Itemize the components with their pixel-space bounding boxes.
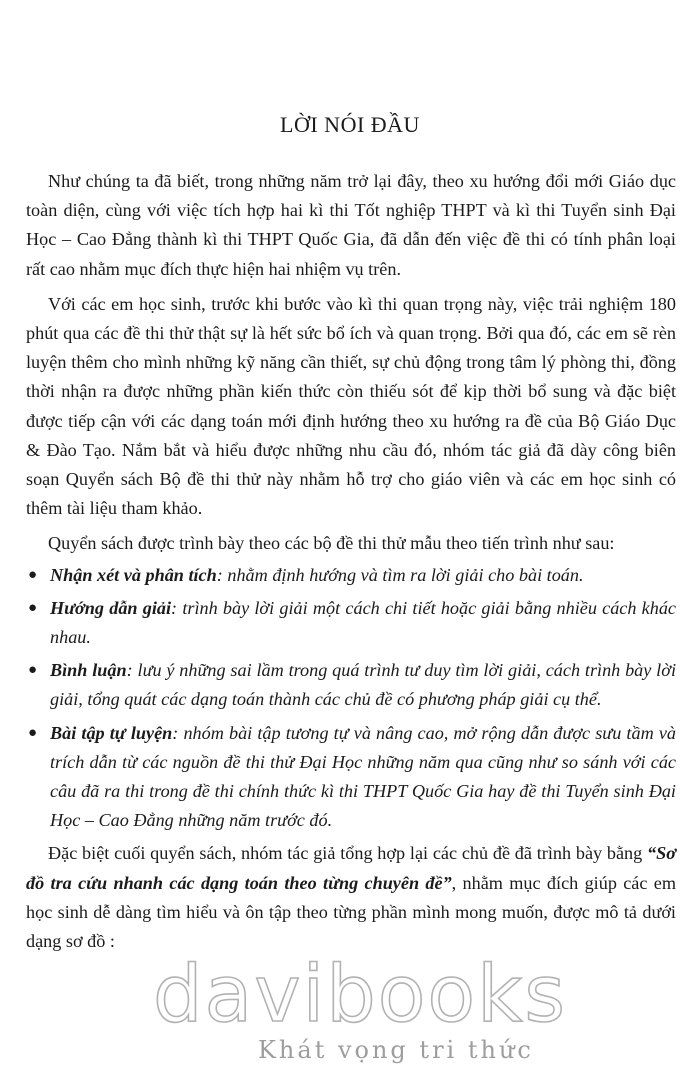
list-item-text: : lưu ý những sai lầm trong quá trình tư duy tìm lời giải, cách trình bày lời giải, tổng quát các dạng toán thành các chủ đề có phương pháp giải cụ thể. — [50, 660, 676, 710]
bullet-icon: ● — [28, 724, 38, 741]
list-item-term: Nhận xét và phân tích — [50, 564, 217, 585]
list-item-text: : nhóm bài tập tương tự và nâng cao, mở rộng dẫn được sưu tầm và trích dẫn từ các nguồn đề thi thử Đại Học những năm qua cũng như so sánh với các câu đã ra thi trong đề thi chính thức kì thi THPT Quốc Gia hay đề thi Tuyển sinh Đại Học – Cao Đẳng những năm trước đó. — [50, 722, 676, 831]
list-item — [26, 594, 676, 652]
paragraph-closing — [26, 839, 676, 956]
preface-body — [26, 167, 676, 956]
closing-emphasis: “Sơ đồ tra cứu nhanh các dạng toán theo từng chuyên đề” — [26, 843, 676, 893]
list-item-term: Hướng dẫn giải — [50, 597, 172, 618]
paragraph-structure: Quyển sách được trình bày theo các bộ đề thi thử mẫu theo tiến trình như sau: — [48, 533, 615, 554]
watermark-logo: davibooks — [153, 950, 567, 1040]
paragraph-intro: Như chúng ta đã biết, trong những năm trở lại đây, theo xu hướng đổi mới Giáo dục toàn diện, cùng với việc tích hợp hai kì thi Tốt nghiệp THPT và kì thi Tuyển sinh Đại Học – Cao Đẳng thành kì thi THPT Quốc Gia, đã dẫn đến việc đề thi có tính phân loại rất cao nhằm mục đích thực hiện hai nhiệm vụ trên. — [26, 171, 676, 279]
closing-text-before: Đặc biệt cuối quyển sách, nhóm tác giả tổng hợp lại các chủ đề đã trình bày bằng — [48, 843, 648, 864]
bullet-icon: ● — [28, 566, 38, 583]
list-item — [26, 719, 676, 836]
bullet-icon: ● — [28, 599, 38, 616]
paragraph-students: Với các em học sinh, trước khi bước vào kì thi quan trọng này, việc trải nghiệm 180 phút qua các đề thi thử thật sự là hết sức bổ ích và quan trọng. Bởi qua đó, các em sẽ rèn luyện thêm cho mình những kỹ năng cần thiết, sự chủ động trong tâm lý phòng thi, đồng thời nhận ra được những phần kiến thức còn thiếu sót để kịp thời bổ sung và đặc biệt được tiếp cận với các dạng toán mới định hướng theo xu hướng ra đề của Bộ Giáo Dục & Đào Tạo. Nắm bắt và hiểu được những nhu cầu đó, nhóm tác giả đã dày công biên soạn Quyển sách Bộ đề thi thử này nhằm hỗ trợ cho giáo viên và các em học sinh có thêm tài liệu tham khảo. — [26, 293, 676, 519]
list-item — [26, 561, 676, 590]
structure-list — [26, 561, 676, 836]
watermark-tagline: Khát vọng tri thức — [258, 1036, 534, 1064]
list-item-term: Bình luận — [50, 660, 127, 681]
closing-text-after: , nhằm mục đích giúp các em học sinh dễ dàng tìm hiểu và ôn tập theo từng phần mình mong muốn, được mô tả dưới dạng sơ đồ : — [26, 872, 677, 952]
list-item — [26, 656, 676, 714]
list-item-text: : nhằm định hướng và tìm ra lời giải cho bài toán. — [216, 564, 584, 585]
list-item-term: Bài tập tự luyện — [50, 722, 173, 743]
page-title: LỜI NÓI ĐẦU — [280, 112, 420, 137]
list-item-text: : trình bày lời giải một cách chi tiết hoặc giải bằng nhiều cách khác nhau. — [50, 597, 677, 648]
bullet-icon: ● — [28, 662, 38, 679]
